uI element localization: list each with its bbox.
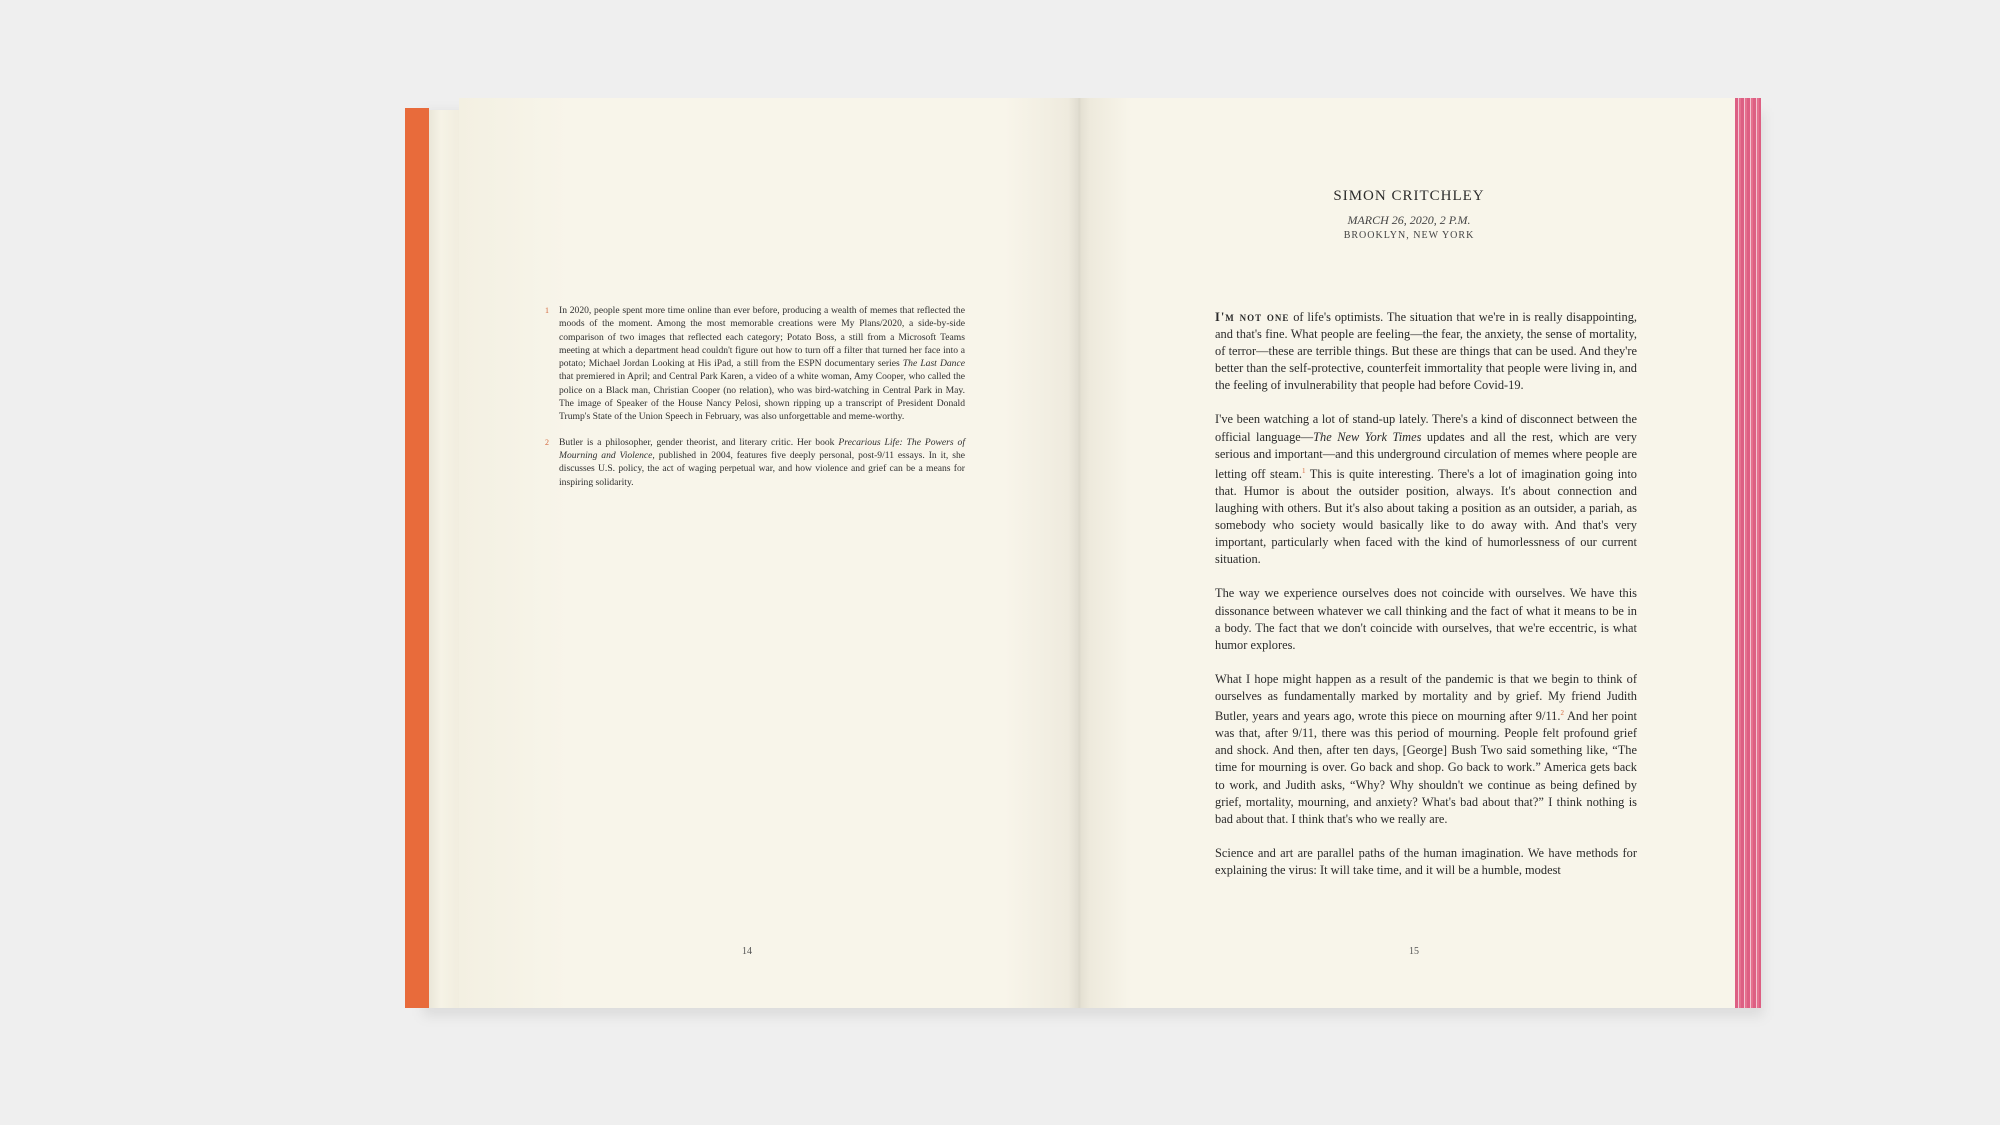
text-run: The way we experience ourselves does not coincide with ourselves. We have this dissonance between whatever we call thinking and the fact of what it means to be in a body. The fact that we don't coincide with ourselves, that we're eccentric, is what humor explores. xyxy=(1215,586,1637,652)
right-page[interactable] xyxy=(1079,98,1739,1008)
text-run: In 2020, people spent more time online than ever before, producing a wealth of memes that reflected the moods of the moment. Among the most memorable creations were My Plans/2020, a side-by-side comparison of two images that reflected each category; Potato Boss, a still from a Microsoft Teams meeting at which a department head couldn't figure out how to turn off a filter that turned her face into a potato; Michael Jordan Looking at His iPad, a still from the ESPN documentary series xyxy=(559,305,965,370)
footnote-reference: 1 xyxy=(1301,466,1306,475)
body-paragraph xyxy=(1215,309,1637,394)
footnote-text xyxy=(559,305,965,422)
right-page-number: 15 xyxy=(1409,946,1419,957)
footnote-reference: 2 xyxy=(1560,709,1564,717)
left-page-block-edge xyxy=(429,110,459,1008)
text-run: updates and all the rest, which are very serious and important—and this underground circulation of memes where people are letting off steam. xyxy=(1215,429,1637,481)
interview-location: BROOKLYN, NEW YORK xyxy=(1343,230,1475,241)
footnotes xyxy=(545,304,965,501)
left-page-number: 14 xyxy=(742,946,752,957)
body-paragraph xyxy=(1215,585,1637,653)
text-run: This is quite interesting. There's a lot of imagination going into that. Humor is about the outsider position, always. It's about connection and laughing with others. But it's also about taking a position as an outsider, a pariah, as somebody who society would basically like to do away with. And that's very important, particularly when faced with the kind of humorlessness of our current situation. xyxy=(1215,466,1637,567)
text-run: I've been watching a lot of stand-up lately. There's a kind of disconnect between the official language— xyxy=(1215,412,1637,444)
italic-title: The Last Dance xyxy=(902,358,965,370)
text-run: that premiered in April; and Central Park Karen, a video of a white woman, Amy Cooper, who called the police on a Black man, Christian Cooper (no relation), who was bird-watching in Central Park in May. The image of Speaker of the House Nancy Pelosi, shown ripping up a transcript of President Donald Trump's State of the Union Speech in February, was also unforgettable and meme-worthy. xyxy=(559,371,965,423)
spine-fold xyxy=(1068,98,1090,1008)
text-run: What I hope might happen as a result of the pandemic is that we begin to think of ourselves as fundamentally marked by mortality and by grief. My friend Judith Butler, years and years ago, wrote this piece on mourning after 9/11. xyxy=(1215,671,1637,724)
italic-title: The New York Times xyxy=(1313,429,1422,444)
text-run: And her point was that, after 9/11, there was this period of mourning. People felt profound grief and shock. And then, after ten days, [George] Bush Two said something like, “The time for mourning is over. Go back and shop. Go back to work.” America gets back to work, and Judith asks, “Why? Why shouldn't we continue as being defined by grief, mortality, mourning, and anxiety? What's bad about that?” I think nothing is bad about that. I think that's who we really are. xyxy=(1215,709,1637,826)
body-paragraph xyxy=(1215,845,1637,879)
left-cover-edge xyxy=(405,108,429,1008)
left-page[interactable] xyxy=(459,98,1079,1008)
text-run: of life's optimists. The situation that we're in is really disappointing, and that's fine. What people are feeling—the fear, the anxiety, the sense of mortality, of terror—these are terrible things. But these are things that can be used. And they're better than the self-protective, counterfeit immortality that people were living in, and the feeling of invulnerability that people had before Covid-19. xyxy=(1215,310,1637,393)
lead-in-small-caps: I'm not one xyxy=(1215,310,1290,324)
footnote-number: 2 xyxy=(545,437,549,447)
text-run: , published in 2004, features five deeply personal, post-9/11 essays. In it, she discusses U.S. policy, the act of waging perpetual war, and how violence and grief can be a means for inspiring solidarity. xyxy=(559,449,965,488)
author-name: SIMON CRITCHLEY xyxy=(1333,188,1485,204)
footnote xyxy=(545,436,965,489)
open-book xyxy=(405,98,1767,1016)
italic-title: Precarious Life: The Powers of Mourning and Violence xyxy=(559,436,965,461)
body-text xyxy=(1215,309,1637,896)
footnote-number: 1 xyxy=(545,306,549,315)
text-run: Science and art are parallel paths of the human imagination. We have methods for explaining the virus: It will take time, and it will be a humble, modest xyxy=(1215,845,1637,877)
interview-date: MARCH 26, 2020, 2 P.M. xyxy=(1347,213,1471,227)
body-paragraph xyxy=(1215,411,1637,568)
body-paragraph xyxy=(1215,671,1637,828)
right-cover-edge xyxy=(1735,98,1761,1008)
interview-header xyxy=(1079,188,1739,241)
footnote xyxy=(545,304,965,424)
text-run: Butler is a philosopher, gender theorist, and literary critic. Her book xyxy=(559,436,839,448)
footnote-text xyxy=(559,437,965,488)
